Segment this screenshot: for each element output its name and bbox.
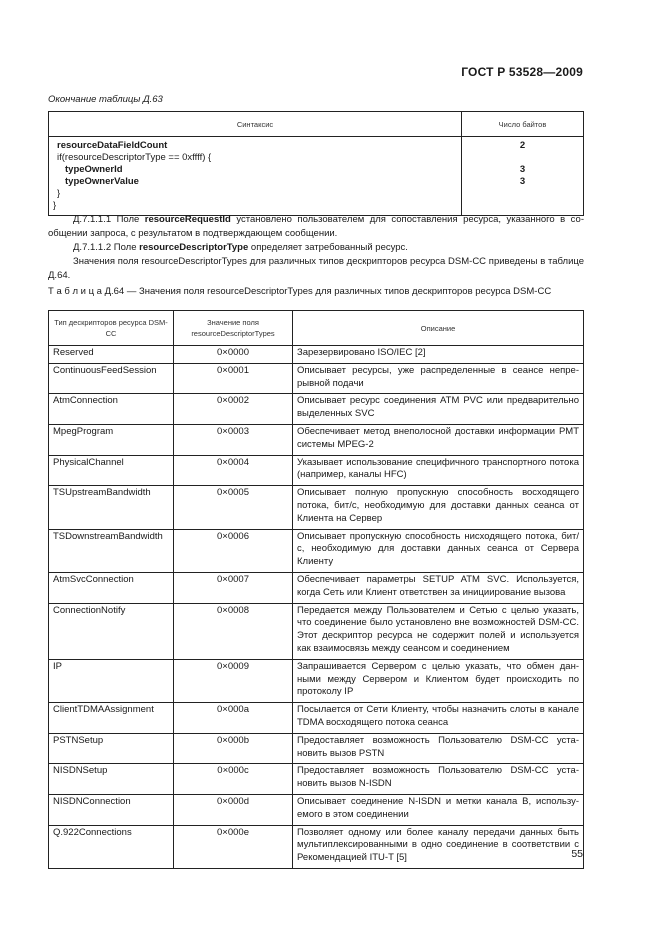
type-cell: TSUpstreamBandwidth (49, 486, 174, 529)
type-cell: Reserved (49, 346, 174, 364)
value-cell: 0×0009 (174, 659, 293, 702)
bytes-value (462, 200, 583, 212)
value-cell: 0×0003 (174, 424, 293, 455)
value-cell: 0×000b (174, 733, 293, 764)
column-header-value: Значение поля resourceDescriptorTypes (174, 311, 293, 346)
type-cell: Q.922Connections (49, 825, 174, 868)
table-row (49, 529, 584, 572)
description-cell: Описывает полную пропускную способность восходящего потока, бит/с, необходимую для доставки данных сеанса от Клиента на Сервер (293, 486, 584, 529)
description-cell: Передается между Пользователем и Сетью с целью указать, что соединение было установлено вне возможностей DSM-CC. Этот дескриптор ресурса не содержит полей и используется как взаимосвязь между сеансом и соединением (293, 603, 584, 659)
bytes-value (462, 152, 583, 164)
term-resource-request-id: resourceRequestId (144, 214, 231, 225)
syntax-line: typeOwnerValue (65, 176, 139, 187)
syntax-line: if(resourceDescriptorType == 0xffff) { (57, 152, 212, 163)
bytes-value (462, 188, 583, 200)
table-row (49, 394, 584, 425)
value-cell: 0×0007 (174, 572, 293, 603)
table-body (49, 346, 584, 869)
value-cell: 0×0008 (174, 603, 293, 659)
table-header-row (49, 311, 584, 346)
type-cell: AtmConnection (49, 394, 174, 425)
type-cell: PhysicalChannel (49, 455, 174, 486)
paragraph-table-reference: Значения поля resourceDescriptorTypes для различных типов дескрипторов ресурса DSM-CC приведены в таблице Д.64. (48, 256, 584, 281)
table-row (49, 764, 584, 795)
description-cell: Описывает пропускную способность нисходящего потока, бит/с, необходимую для доставки данных сеанса от Сервера Клиенту (293, 529, 584, 572)
paragraph-resource-request-id: Д.7.1.1.1 Поле resourceRequestId установлено пользователем для сопоставления ресурса, указанного в сообщении запроса, с результатом в подтверждающем сообщении. (48, 214, 584, 239)
value-cell: 0×0001 (174, 363, 293, 394)
syntax-line: } (57, 188, 61, 199)
table-d64 (48, 310, 584, 869)
table-row (49, 455, 584, 486)
column-header-bytes: Число байтов (462, 112, 584, 137)
table-header-row (49, 112, 584, 137)
description-cell: Запрашивается Сервером с целью указать, что обмен данными между Сервером и Клиентом будет происходить по протоколу IP (293, 659, 584, 702)
table-row (49, 733, 584, 764)
value-cell: 0×0000 (174, 346, 293, 364)
value-cell: 0×000d (174, 794, 293, 825)
bytes-value: 3 (519, 176, 526, 187)
table-d63-caption: Окончание таблицы Д.63 (48, 94, 163, 105)
column-header-type: Тип дескрипторов ресурса DSM-CC (49, 311, 174, 346)
table-row (49, 137, 584, 216)
value-cell: 0×0004 (174, 455, 293, 486)
type-cell: AtmSvcConnection (49, 572, 174, 603)
value-cell: 0×000e (174, 825, 293, 868)
document-header: ГОСТ Р 53528—2009 (461, 65, 583, 79)
table-d64-caption: Т а б л и ц а Д.64 — Значения поля resourceDescriptorTypes для различных типов дескрипторов ресурса DSM-CC (48, 286, 552, 297)
value-cell: 0×000c (174, 764, 293, 795)
bytes-value: 2 (519, 140, 526, 151)
value-cell: 0×0005 (174, 486, 293, 529)
type-cell: NISDNConnection (49, 794, 174, 825)
description-cell: Описывает соединение N-ISDN и метки канала B, используемого в этом соединении (293, 794, 584, 825)
syntax-line: } (53, 200, 57, 211)
table-row (49, 486, 584, 529)
syntax-cell (49, 137, 462, 216)
description-cell: Посылается от Сети Клиенту, чтобы назначить слоты в канале TDMA восходящего потока сеанса (293, 703, 584, 734)
table-row (49, 659, 584, 702)
type-cell: MpegProgram (49, 424, 174, 455)
syntax-line: typeOwnerId (65, 164, 123, 175)
description-cell: Зарезервировано ISO/IEC [2] (293, 346, 584, 364)
column-header-description: Описание (293, 311, 584, 346)
page-number: 55 (571, 848, 583, 860)
type-cell: PSTNSetup (49, 733, 174, 764)
value-cell: 0×0006 (174, 529, 293, 572)
description-cell: Обеспечивает параметры SETUP ATM SVC. Используется, когда Сеть или Клиент ответствен за инициирование вызова (293, 572, 584, 603)
description-cell: Позволяет одному или более каналу передачи данных быть мультиплексированными в одно соединение в соответствии с Рекомендацией ITU-T [5] (293, 825, 584, 868)
type-cell: TSDownstreamBandwidth (49, 529, 174, 572)
description-cell: Указывает использование специфичного транспортного потока (например, каналы HFC) (293, 455, 584, 486)
description-cell: Предоставляет возможность Пользователю DSM-CC установить вызов PSTN (293, 733, 584, 764)
table-row (49, 346, 584, 364)
table-row (49, 363, 584, 394)
table-d63 (48, 111, 584, 216)
bytes-value: 3 (519, 164, 526, 175)
description-cell: Описывает ресурс соединения ATM PVC или предварительно выделенных SVC (293, 394, 584, 425)
value-cell: 0×0002 (174, 394, 293, 425)
table-row (49, 603, 584, 659)
type-cell: ConnectionNotify (49, 603, 174, 659)
syntax-line: resourceDataFieldCount (57, 140, 168, 151)
table-row (49, 424, 584, 455)
table-row (49, 572, 584, 603)
table-row (49, 794, 584, 825)
type-cell: NISDNSetup (49, 764, 174, 795)
type-cell: ClientTDMAAssignment (49, 703, 174, 734)
description-cell: Обеспечивает метод внеполосной доставки информации PMT системы MPEG-2 (293, 424, 584, 455)
table-row (49, 825, 584, 868)
description-cell: Предоставляет возможность Пользователю DSM-CC установить вызов N-ISDN (293, 764, 584, 795)
paragraph-resource-descriptor-type: Д.7.1.1.2 Поле resourceDescriptorType определяет затребованный ресурс. (73, 242, 408, 253)
table-row (49, 703, 584, 734)
type-cell: IP (49, 659, 174, 702)
value-cell: 0×000a (174, 703, 293, 734)
type-cell: ContinuousFeedSession (49, 363, 174, 394)
bytes-cell (462, 137, 584, 216)
description-cell: Описывает ресурсы, уже распределенные в сеансе непрерывной подачи (293, 363, 584, 394)
term-resource-descriptor-type: resourceDescriptorType (139, 242, 249, 253)
column-header-syntax: Синтаксис (49, 112, 462, 137)
